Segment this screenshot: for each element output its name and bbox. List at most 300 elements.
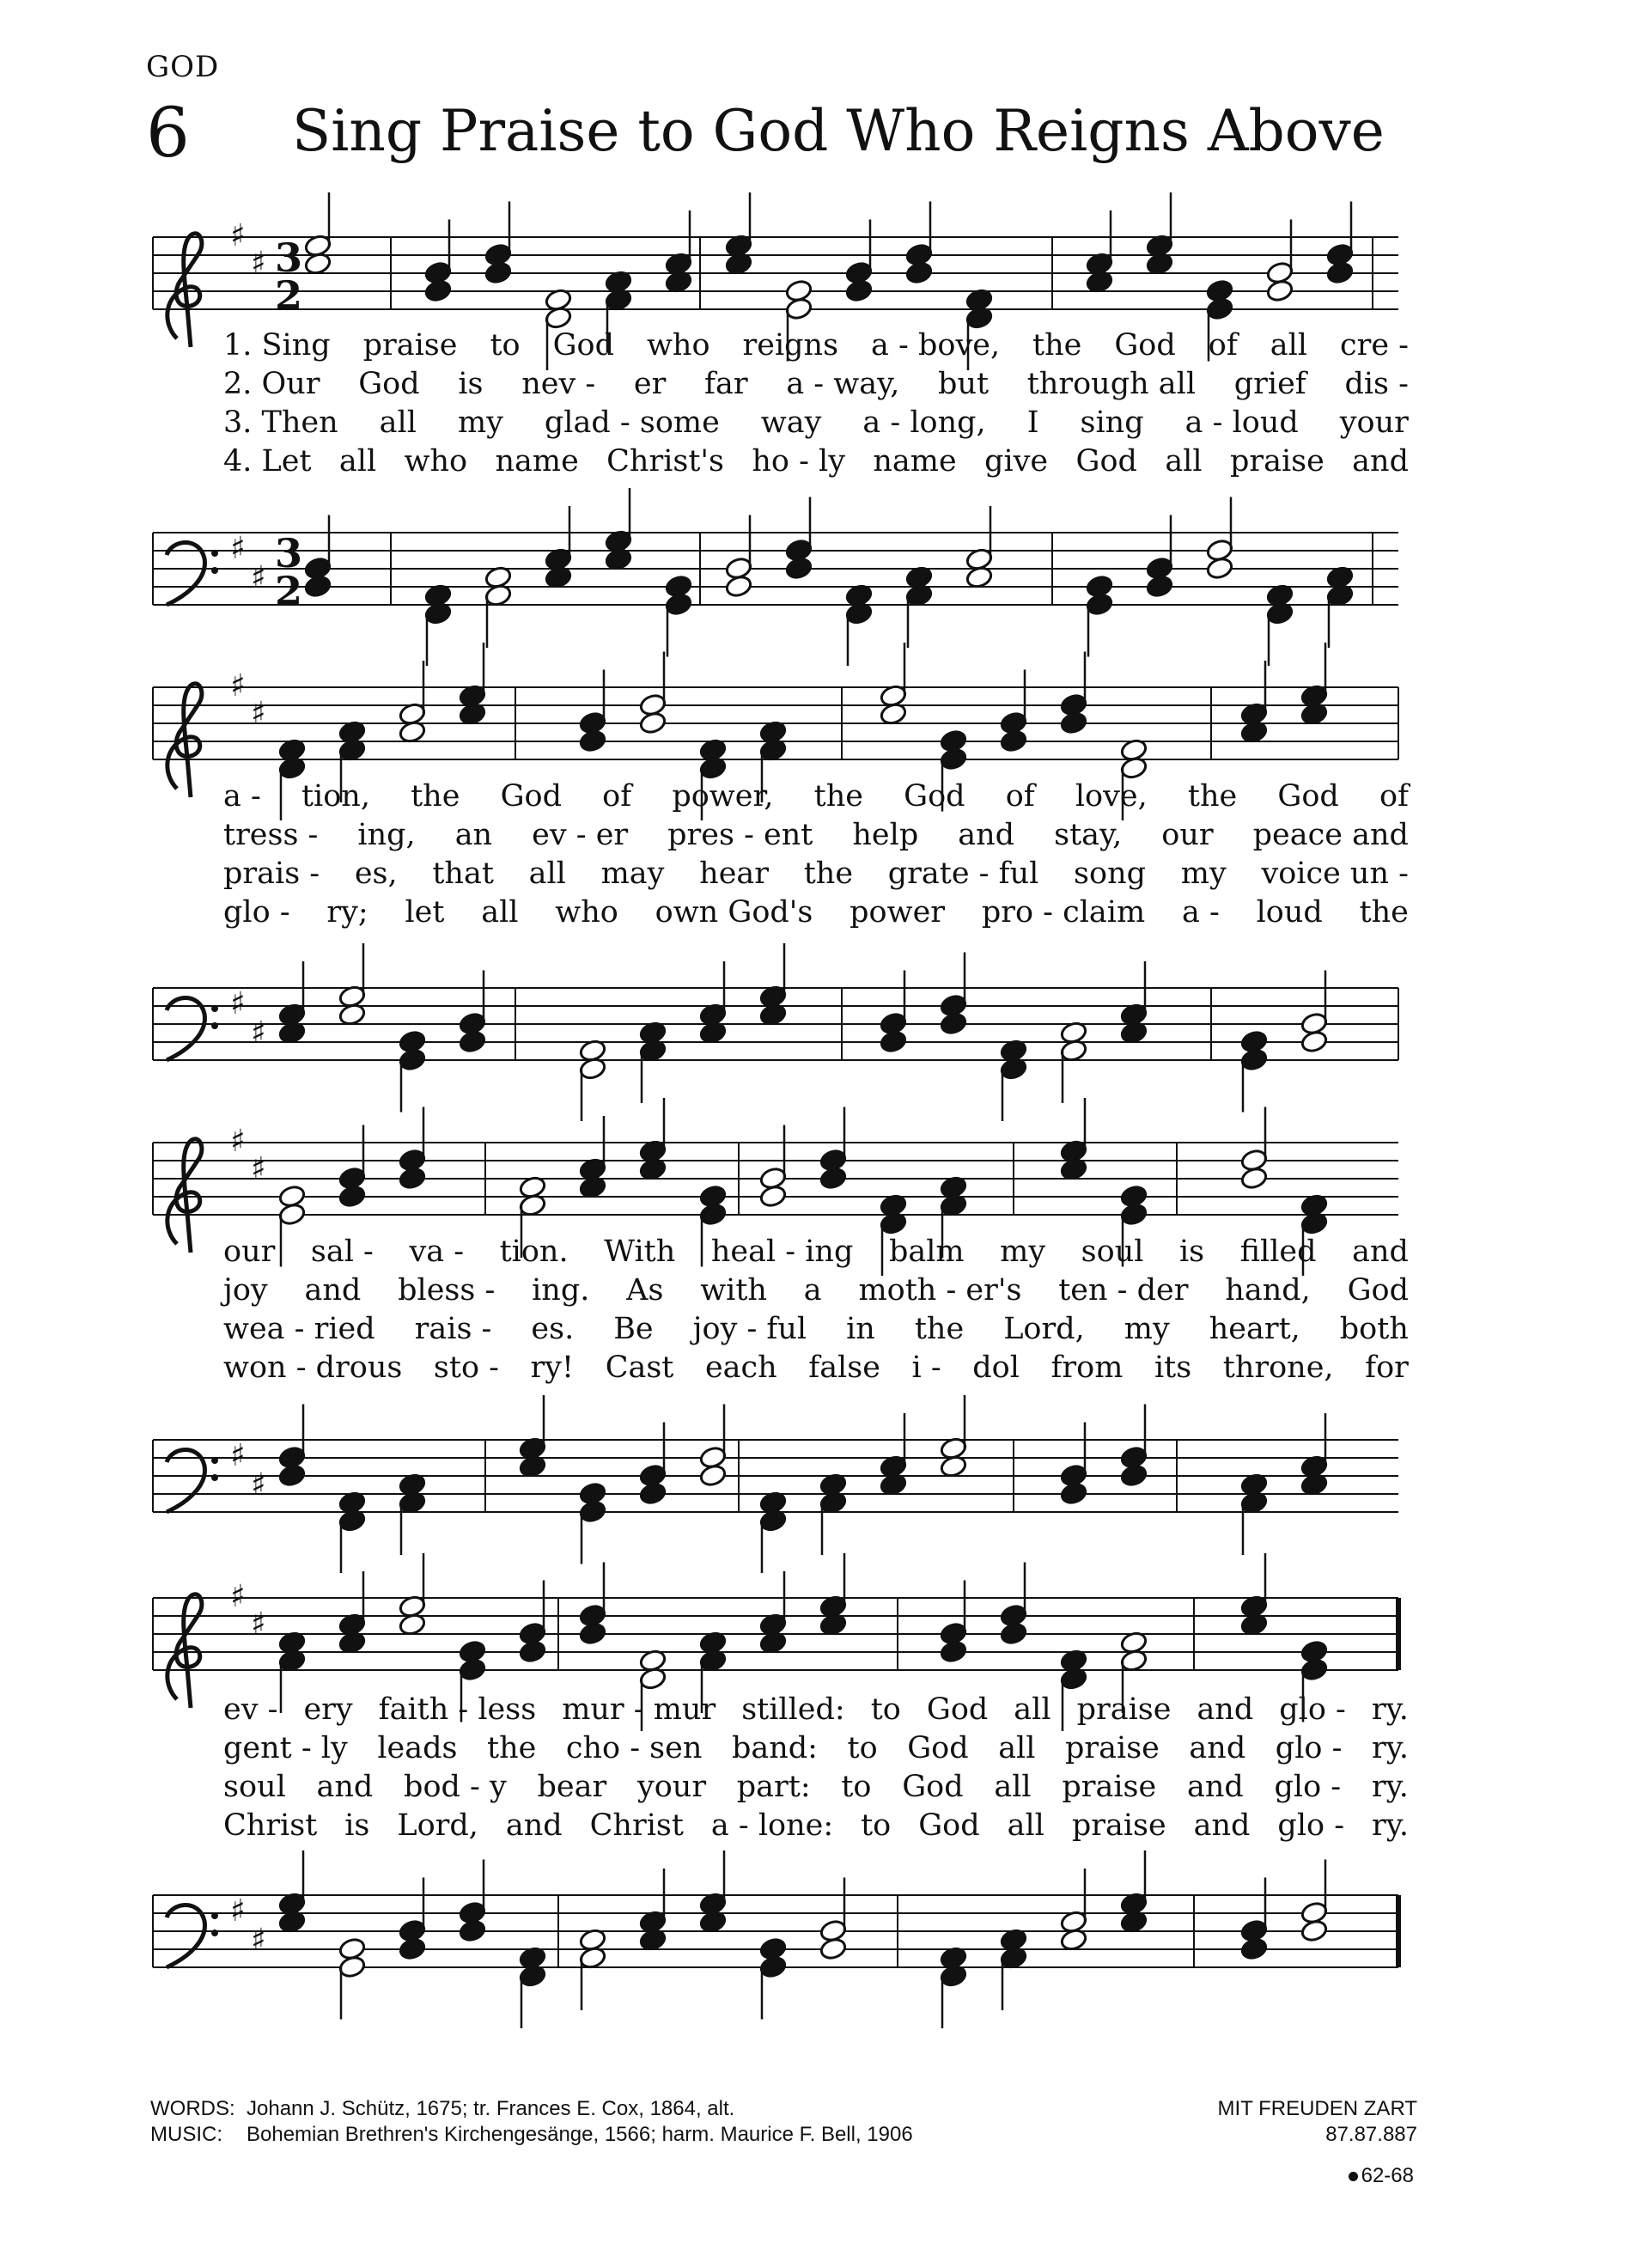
lyric-syllable: ry! bbox=[530, 1350, 575, 1385]
note-head bbox=[277, 1463, 306, 1487]
lyric-syllable: the bbox=[411, 779, 460, 814]
note-head bbox=[784, 296, 813, 320]
lyric-syllable: God bbox=[926, 1692, 989, 1727]
sharp-icon: ♯ bbox=[251, 560, 266, 595]
lyric-syllable: faith - less bbox=[378, 1692, 537, 1727]
lyric-syllable: nev - bbox=[521, 367, 596, 401]
lyric-syllable: cho - sen bbox=[565, 1731, 703, 1765]
lyric-syllable: my bbox=[457, 405, 503, 440]
lyric-syllable: a - long, bbox=[862, 405, 986, 440]
note-head bbox=[724, 574, 752, 598]
lyric-syllable: the bbox=[803, 857, 854, 891]
lyric-syllable: God bbox=[552, 328, 614, 363]
credits bbox=[150, 2096, 913, 2148]
lyric-syllable: As bbox=[626, 1273, 664, 1308]
lyric-syllable: of bbox=[1208, 328, 1238, 363]
lyric-syllable: who bbox=[404, 444, 468, 479]
lyric-syllable: sto - bbox=[433, 1350, 499, 1385]
sharp-icon: ♯ bbox=[230, 668, 246, 704]
hymn-title: Sing Praise to God Who Reigns Above bbox=[292, 98, 1385, 164]
lyric-syllable: glo - bbox=[1277, 1808, 1345, 1843]
lyric-syllable: pro - claim bbox=[981, 895, 1146, 930]
lyric-syllable: the bbox=[813, 779, 863, 814]
lyric-syllable: God bbox=[1277, 779, 1339, 814]
note-head bbox=[1119, 1202, 1148, 1226]
lyric-syllable: a - bbox=[223, 779, 261, 814]
sharp-icon: ♯ bbox=[230, 1438, 246, 1473]
note-head bbox=[458, 1918, 486, 1942]
lyric-syllable: 2. Our bbox=[223, 367, 320, 401]
lyric-syllable: er bbox=[633, 367, 667, 401]
time-signature-bottom: 2 bbox=[275, 272, 303, 319]
note-head bbox=[458, 1657, 486, 1681]
lyric-syllable: of bbox=[602, 779, 632, 814]
note-head bbox=[664, 592, 692, 616]
lyric-syllable: ry. bbox=[1371, 1731, 1409, 1765]
clef-dot bbox=[211, 550, 218, 557]
lyric-syllable: God bbox=[1347, 1273, 1409, 1308]
sharp-icon: ♯ bbox=[230, 1893, 246, 1929]
cross-reference: 62-68 bbox=[1349, 2164, 1414, 2188]
note-head bbox=[638, 710, 667, 735]
note-head bbox=[458, 1029, 486, 1053]
note-head bbox=[1205, 556, 1233, 580]
lyric-syllable: its bbox=[1154, 1350, 1192, 1385]
lyric-syllable: and bbox=[1193, 1808, 1251, 1843]
note-head bbox=[1265, 278, 1294, 302]
lyric-syllable: all bbox=[1007, 1808, 1044, 1843]
lyric-syllable: 1. Sing bbox=[223, 328, 331, 363]
note-head bbox=[879, 1029, 907, 1053]
sharp-icon: ♯ bbox=[251, 1467, 266, 1503]
lyric-syllable: a bbox=[803, 1273, 822, 1308]
note-head bbox=[999, 729, 1027, 753]
lyric-syllable: and bbox=[316, 1770, 374, 1804]
note-head bbox=[578, 1499, 606, 1523]
lyric-syllable: all bbox=[994, 1770, 1032, 1804]
lyric-syllable: moth - er's bbox=[858, 1273, 1022, 1308]
note-head bbox=[939, 1011, 967, 1035]
lyric-syllable: for bbox=[1365, 1350, 1409, 1385]
lyric-syllable: sal - bbox=[310, 1235, 374, 1269]
bass-staff-system-4 bbox=[0, 1854, 1632, 2060]
note-head bbox=[1205, 296, 1233, 320]
lyric-syllable: of bbox=[1379, 779, 1409, 814]
lyric-syllable: joy - ful bbox=[692, 1312, 807, 1346]
lyric-syllable: through all bbox=[1026, 367, 1197, 401]
lyric-syllable: my bbox=[1000, 1235, 1046, 1269]
lyric-syllable: love, bbox=[1075, 779, 1148, 814]
treble-clef-icon bbox=[167, 1594, 202, 1708]
lyric-syllable: Christ bbox=[223, 1808, 318, 1843]
lyric-syllable: your bbox=[636, 1770, 707, 1804]
note-head bbox=[999, 1621, 1027, 1645]
lyric-syllable: God bbox=[902, 1770, 964, 1804]
note-head bbox=[277, 1202, 306, 1226]
lyric-syllable: leads bbox=[377, 1731, 458, 1765]
sharp-icon: ♯ bbox=[230, 531, 246, 566]
lyric-syllable: and bbox=[1197, 1692, 1254, 1727]
lyric-syllable: ry. bbox=[1371, 1770, 1409, 1804]
lyric-syllable: Lord, bbox=[1003, 1312, 1085, 1346]
lyric-syllable: all bbox=[338, 444, 377, 479]
lyric-syllable: 4. Let bbox=[223, 444, 312, 479]
lyric-syllable: glad - some bbox=[544, 405, 720, 440]
note-head bbox=[1239, 1166, 1268, 1190]
lyric-verse-3 bbox=[223, 1310, 1409, 1349]
lyric-syllable: to bbox=[870, 1692, 901, 1727]
sharp-icon: ♯ bbox=[251, 1923, 266, 1958]
lyric-syllable: With bbox=[604, 1235, 676, 1269]
lyric-syllable: cre - bbox=[1339, 328, 1409, 363]
lyric-syllable: heart, bbox=[1209, 1312, 1300, 1346]
lyric-syllable: stay, bbox=[1054, 818, 1123, 852]
music-credit: MUSIC: Bohemian Brethren's Kirchengesänge, 1566; harm. Maurice F. Bell, 1906 bbox=[150, 2123, 913, 2146]
lyric-syllable: let bbox=[405, 895, 445, 930]
lyric-syllable: filled bbox=[1239, 1235, 1317, 1269]
note-head bbox=[698, 1202, 727, 1226]
time-signature-bottom: 2 bbox=[275, 568, 303, 614]
lyric-syllable: i - bbox=[911, 1350, 941, 1385]
lyric-syllable: praise bbox=[1076, 1692, 1172, 1727]
lyric-syllable: Lord, bbox=[397, 1808, 478, 1843]
lyric-syllable: God bbox=[904, 779, 965, 814]
lyric-syllable: and bbox=[1352, 1235, 1409, 1269]
lyric-syllable: ev - er bbox=[532, 818, 629, 852]
lyric-syllable: who bbox=[555, 895, 618, 930]
words-credit: WORDS: Johann J. Schütz, 1675; tr. Frances E. Cox, 1864, alt. bbox=[150, 2097, 735, 2120]
lyric-syllable: grief bbox=[1233, 367, 1306, 401]
sharp-icon: ♯ bbox=[251, 1151, 266, 1186]
lyric-syllable: the bbox=[1187, 779, 1238, 814]
note-head bbox=[338, 1184, 366, 1208]
lyric-verse-2 bbox=[223, 1271, 1409, 1310]
lyric-syllable: all bbox=[1165, 444, 1203, 479]
lyric-verse-1 bbox=[223, 1233, 1409, 1271]
lyric-verse-3 bbox=[223, 1768, 1409, 1807]
note-head bbox=[819, 1166, 847, 1190]
lyric-syllable: give bbox=[984, 444, 1049, 479]
lyric-syllable: sing bbox=[1080, 405, 1144, 440]
lyric-syllable: the bbox=[1359, 895, 1409, 930]
lyric-syllable: to bbox=[841, 1770, 872, 1804]
lyric-syllable: glo - bbox=[1279, 1692, 1346, 1727]
sharp-icon: ♯ bbox=[230, 986, 246, 1021]
lyric-syllable: the bbox=[1032, 328, 1082, 363]
note-head bbox=[578, 729, 606, 753]
lyric-syllable: a - lone: bbox=[710, 1808, 834, 1843]
lyric-syllable: tion, bbox=[301, 779, 370, 814]
bass-clef-icon bbox=[167, 998, 204, 1061]
lyric-syllable: ev - bbox=[223, 1692, 278, 1727]
lyric-syllable: reigns bbox=[742, 328, 839, 363]
note-head bbox=[398, 1047, 426, 1071]
lyric-syllable: prais - bbox=[223, 857, 320, 891]
lyric-syllable: is bbox=[1178, 1235, 1205, 1269]
note-head bbox=[1085, 592, 1113, 616]
sharp-icon: ♯ bbox=[230, 218, 246, 253]
sharp-icon: ♯ bbox=[230, 1124, 246, 1159]
hymn-number: 6 bbox=[146, 93, 190, 173]
time-signature-top: 3 bbox=[275, 235, 303, 281]
note-head bbox=[939, 1639, 967, 1663]
lyric-syllable: is bbox=[458, 367, 484, 401]
lyric-syllable: help bbox=[852, 818, 919, 852]
lyric-syllable: the bbox=[487, 1731, 537, 1765]
note-head bbox=[1059, 710, 1087, 735]
lyric-syllable: dis - bbox=[1344, 367, 1409, 401]
lyrics-system-4 bbox=[223, 1691, 1409, 1845]
lyric-syllable: soul bbox=[223, 1770, 286, 1804]
lyric-syllable: own God's bbox=[655, 895, 813, 930]
lyric-syllable: power bbox=[849, 895, 946, 930]
note-head bbox=[904, 260, 933, 284]
lyric-syllable: loud bbox=[1256, 895, 1323, 930]
note-head bbox=[1059, 1481, 1087, 1505]
lyric-verse-4 bbox=[223, 442, 1409, 481]
note-head bbox=[1145, 574, 1173, 598]
time-signature-top: 3 bbox=[275, 530, 303, 576]
lyric-syllable: song bbox=[1074, 857, 1147, 891]
lyric-syllable: wea - ried bbox=[223, 1312, 375, 1346]
lyric-verse-2 bbox=[223, 365, 1409, 404]
lyric-syllable: praise bbox=[1071, 1808, 1166, 1843]
lyric-syllable: throne, bbox=[1222, 1350, 1334, 1385]
lyric-syllable: band: bbox=[731, 1731, 818, 1765]
lyric-syllable: and bbox=[1189, 1731, 1246, 1765]
bass-clef-icon bbox=[167, 1450, 204, 1513]
sharp-icon: ♯ bbox=[251, 1606, 266, 1642]
note-head bbox=[758, 1184, 787, 1208]
lyric-syllable: name bbox=[495, 444, 579, 479]
note-head bbox=[1300, 1029, 1328, 1053]
lyric-syllable: and bbox=[1352, 444, 1409, 479]
lyric-verse-1 bbox=[223, 1691, 1409, 1729]
lyric-verse-1 bbox=[223, 777, 1409, 816]
lyric-syllable: soul bbox=[1081, 1235, 1144, 1269]
lyric-syllable: all bbox=[528, 857, 566, 891]
lyric-syllable: in bbox=[846, 1312, 875, 1346]
lyric-syllable: rais - bbox=[414, 1312, 492, 1346]
note-head bbox=[484, 260, 512, 284]
lyric-verse-4 bbox=[223, 1807, 1409, 1845]
lyric-syllable: God bbox=[907, 1731, 969, 1765]
lyric-syllable: Christ's bbox=[606, 444, 724, 479]
lyric-syllable: praise bbox=[1065, 1731, 1160, 1765]
lyric-syllable: an bbox=[454, 818, 493, 852]
lyric-syllable: ten - der bbox=[1058, 1273, 1189, 1308]
lyric-verse-2 bbox=[223, 1729, 1409, 1768]
lyric-syllable: balm bbox=[888, 1235, 965, 1269]
lyric-syllable: all bbox=[998, 1731, 1036, 1765]
note-head bbox=[1239, 1936, 1268, 1960]
lyric-syllable: va - bbox=[409, 1235, 465, 1269]
treble-clef-icon bbox=[167, 1139, 202, 1253]
lyric-syllable: ing. bbox=[532, 1273, 590, 1308]
sharp-icon: ♯ bbox=[251, 246, 266, 281]
sharp-icon: ♯ bbox=[230, 1579, 246, 1614]
lyric-syllable: ry; bbox=[326, 895, 368, 930]
lyric-syllable: grate - ful bbox=[887, 857, 1039, 891]
lyric-verse-1 bbox=[223, 326, 1409, 365]
lyric-syllable: way bbox=[760, 405, 822, 440]
lyric-syllable: your bbox=[1339, 405, 1409, 440]
meter: 87.87.887 bbox=[1325, 2123, 1417, 2146]
lyric-syllable: from bbox=[1050, 1350, 1124, 1385]
lyric-syllable: is bbox=[344, 1808, 370, 1843]
lyric-syllable: my bbox=[1180, 857, 1227, 891]
note-head bbox=[303, 574, 332, 598]
note-head bbox=[578, 1621, 606, 1645]
note-head bbox=[939, 747, 967, 771]
lyric-syllable: and bbox=[505, 1808, 563, 1843]
lyric-syllable: our bbox=[223, 1235, 276, 1269]
lyric-verse-4 bbox=[223, 893, 1409, 932]
lyric-syllable: and bbox=[958, 818, 1015, 852]
note-head bbox=[1119, 1463, 1148, 1487]
lyric-syllable: tion. bbox=[499, 1235, 569, 1269]
lyric-syllable: far bbox=[704, 367, 748, 401]
lyric-verse-3 bbox=[223, 404, 1409, 442]
lyric-syllable: dol bbox=[972, 1350, 1020, 1385]
lyric-syllable: won - drous bbox=[223, 1350, 403, 1385]
lyric-syllable: each bbox=[704, 1350, 777, 1385]
lyrics-system-3 bbox=[223, 1233, 1409, 1387]
clef-dot bbox=[211, 1005, 218, 1012]
lyric-syllable: God bbox=[500, 779, 563, 814]
clef-dot bbox=[211, 567, 218, 574]
lyric-syllable: the bbox=[914, 1312, 965, 1346]
note-head bbox=[698, 1463, 727, 1487]
lyric-syllable: power, bbox=[672, 779, 774, 814]
note-head bbox=[423, 278, 452, 302]
lyric-syllable: Be bbox=[613, 1312, 654, 1346]
lyric-syllable: bear bbox=[537, 1770, 607, 1804]
note-head bbox=[1300, 1918, 1328, 1942]
note-head bbox=[518, 1639, 546, 1663]
note-head bbox=[638, 1481, 667, 1505]
lyric-syllable: that bbox=[432, 857, 494, 891]
lyric-syllable: peace and bbox=[1252, 818, 1409, 852]
lyric-syllable: glo - bbox=[1274, 1770, 1342, 1804]
lyric-syllable: gent - ly bbox=[223, 1731, 348, 1765]
lyric-syllable: es, bbox=[354, 857, 398, 891]
lyric-syllable: God bbox=[918, 1808, 980, 1843]
lyric-syllable: our bbox=[1161, 818, 1214, 852]
note-head bbox=[1325, 260, 1354, 284]
lyric-syllable: ry. bbox=[1371, 1692, 1409, 1727]
lyric-syllable: hear bbox=[699, 857, 770, 891]
note-head bbox=[844, 278, 873, 302]
lyric-syllable: a - bbox=[1181, 895, 1220, 930]
lyric-syllable: to bbox=[490, 328, 521, 363]
lyric-verse-3 bbox=[223, 855, 1409, 893]
bullet-icon bbox=[1349, 2172, 1358, 2181]
note-head bbox=[338, 1954, 366, 1978]
lyric-syllable: ho - ly bbox=[752, 444, 846, 479]
lyric-syllable: heal - ing bbox=[710, 1235, 854, 1269]
lyric-syllable: but bbox=[938, 367, 990, 401]
clef-dot bbox=[211, 1912, 218, 1919]
lyric-syllable: voice un - bbox=[1261, 857, 1409, 891]
clef-dot bbox=[211, 1474, 218, 1481]
lyric-syllable: to bbox=[861, 1808, 892, 1843]
lyric-syllable: glo - bbox=[1275, 1731, 1343, 1765]
lyric-syllable: false bbox=[808, 1350, 880, 1385]
note-head bbox=[819, 1936, 847, 1960]
lyric-syllable: and bbox=[304, 1273, 362, 1308]
lyric-syllable: ery bbox=[303, 1692, 353, 1727]
lyric-syllable: all bbox=[1014, 1692, 1051, 1727]
lyric-syllable: of bbox=[1005, 779, 1035, 814]
lyric-syllable: a - bove, bbox=[871, 328, 1001, 363]
lyric-syllable: joy bbox=[223, 1273, 268, 1308]
lyric-verse-2 bbox=[223, 816, 1409, 855]
lyric-syllable: and bbox=[1186, 1770, 1244, 1804]
lyric-syllable: Christ bbox=[589, 1808, 684, 1843]
lyric-syllable: all bbox=[1270, 328, 1308, 363]
bass-clef-icon bbox=[167, 1905, 204, 1968]
lyric-syllable: mur - mur bbox=[562, 1692, 716, 1727]
note-head bbox=[758, 1954, 787, 1978]
clef-dot bbox=[211, 1457, 218, 1464]
lyric-syllable: es. bbox=[531, 1312, 575, 1346]
lyric-syllable: part: bbox=[736, 1770, 811, 1804]
section-heading: GOD bbox=[146, 50, 220, 84]
note-head bbox=[398, 1936, 426, 1960]
lyric-syllable: bod - y bbox=[404, 1770, 507, 1804]
lyric-syllable: may bbox=[600, 857, 665, 891]
sharp-icon: ♯ bbox=[251, 1015, 266, 1051]
lyric-syllable: bless - bbox=[398, 1273, 496, 1308]
treble-clef-icon bbox=[167, 234, 202, 347]
lyric-verse-4 bbox=[223, 1349, 1409, 1387]
lyric-syllable: all bbox=[379, 405, 417, 440]
lyric-syllable: praise bbox=[1229, 444, 1324, 479]
lyric-syllable: Cast bbox=[605, 1350, 674, 1385]
clef-dot bbox=[211, 1022, 218, 1029]
note-head bbox=[784, 556, 813, 580]
lyric-syllable: ing, bbox=[357, 818, 416, 852]
lyric-syllable: pres - ent bbox=[667, 818, 813, 852]
treble-clef-icon bbox=[167, 684, 202, 797]
lyrics-system-1 bbox=[223, 326, 1409, 481]
lyric-syllable: praise bbox=[362, 328, 458, 363]
clef-dot bbox=[211, 1930, 218, 1936]
lyric-syllable: tress - bbox=[223, 818, 319, 852]
lyric-syllable: a - loud bbox=[1184, 405, 1299, 440]
sharp-icon: ♯ bbox=[251, 696, 266, 731]
lyric-syllable: God bbox=[358, 367, 420, 401]
lyric-syllable: stilled: bbox=[741, 1692, 845, 1727]
lyric-syllable: 3. Then bbox=[223, 405, 338, 440]
lyric-syllable: all bbox=[481, 895, 519, 930]
lyric-syllable: I bbox=[1026, 405, 1039, 440]
lyric-syllable: God bbox=[1114, 328, 1176, 363]
lyrics-system-2 bbox=[223, 777, 1409, 932]
lyric-syllable: glo - bbox=[223, 895, 290, 930]
tune-name: MIT FREUDEN ZART bbox=[1217, 2097, 1417, 2120]
lyric-syllable: my bbox=[1124, 1312, 1170, 1346]
bass-clef-icon bbox=[167, 543, 204, 606]
tune-info bbox=[1218, 2096, 1417, 2148]
lyric-syllable: name bbox=[873, 444, 957, 479]
lyric-syllable: hand, bbox=[1225, 1273, 1311, 1308]
lyric-syllable: who bbox=[646, 328, 710, 363]
lyric-syllable: praise bbox=[1062, 1770, 1157, 1804]
lyric-syllable: God bbox=[1075, 444, 1137, 479]
lyric-syllable: both bbox=[1339, 1312, 1409, 1346]
